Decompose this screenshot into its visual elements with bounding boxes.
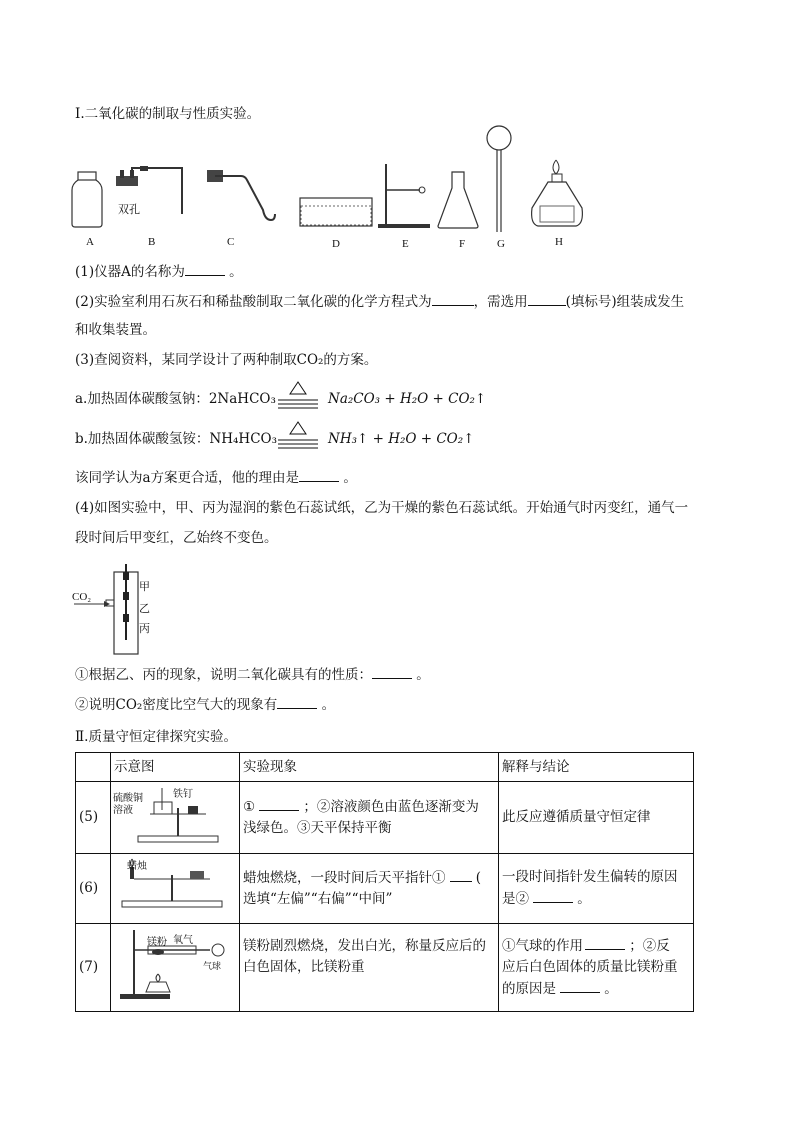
apparatus-e-stand bbox=[376, 162, 436, 230]
apparatus-label-a: A bbox=[86, 236, 94, 248]
figure-cell bbox=[111, 924, 240, 1012]
row-number: (6) bbox=[76, 854, 111, 924]
conclusion-cell: ①气球的作用 ；②反 应后白色固体的质量比镁粉重 的原因是 。 bbox=[499, 924, 694, 1012]
apparatus-h-lamp bbox=[528, 158, 588, 230]
heat-condition-icon bbox=[276, 380, 320, 408]
plan-a-products: Na₂CO₃ + H₂O + CO₂↑ bbox=[328, 391, 487, 407]
question-4-sub2: ②说明CO₂密度比空气大的现象有 。 bbox=[75, 694, 335, 715]
table-header-cell bbox=[76, 753, 111, 782]
apparatus-a-bottle bbox=[70, 172, 104, 228]
plan-b-products: NH₃↑ + H₂O + CO₂↑ bbox=[328, 431, 475, 447]
answer-blank[interactable] bbox=[432, 291, 474, 306]
fig-label: 氧气 bbox=[173, 935, 193, 946]
section2-title: Ⅱ.质量守恒定律探究实验。 bbox=[75, 729, 237, 745]
apparatus-label-b: B bbox=[148, 236, 156, 248]
answer-blank[interactable] bbox=[528, 291, 566, 306]
fig-label: 溶液 bbox=[113, 805, 133, 816]
row-number: (5) bbox=[76, 782, 111, 854]
heat-condition-icon bbox=[276, 420, 320, 448]
question-3: (3)查阅资料，某同学设计了两种制取CO₂的方案。 bbox=[75, 352, 378, 368]
table-row bbox=[76, 854, 694, 924]
section1-title: Ⅰ.二氧化碳的制取与性质实验。 bbox=[75, 106, 261, 122]
fig-label: 硫酸铜 bbox=[113, 793, 143, 804]
answer-blank[interactable] bbox=[560, 978, 600, 993]
table-header-cell: 解释与结论 bbox=[499, 753, 694, 782]
question-2: (2)实验室利用石灰石和稀盐酸制取二氧化碳的化学方程式为 ，需选用 (填标号)组装成发生 bbox=[75, 291, 684, 312]
conclusion-cell: 此反应遵循质量守恒定律 bbox=[499, 782, 694, 854]
plan-a-left: a.加热固体碳酸氢钠：2NaHCO₃ bbox=[75, 391, 276, 407]
table-row bbox=[76, 924, 694, 1012]
question-4-line1: (4)如图实验中，甲、丙为湿润的紫色石蕊试纸，乙为干燥的紫色石蕊试纸。开始通气时丙变红，通气一 bbox=[75, 500, 689, 516]
apparatus-label-f: F bbox=[459, 238, 466, 250]
answer-blank[interactable] bbox=[585, 935, 625, 950]
question-4-sub1: ①根据乙、丙的现象，说明二氧化碳具有的性质： 。 bbox=[75, 664, 430, 685]
phenomenon-cell: 蜡烛燃烧，一段时间后天平指针① ( 选填“左偏”“右偏”“中间” bbox=[240, 854, 499, 924]
table-row bbox=[76, 782, 694, 854]
question-2-cont: 和收集装置。 bbox=[75, 322, 156, 338]
answer-blank[interactable] bbox=[277, 694, 317, 709]
apparatus-label-e: E bbox=[402, 238, 409, 250]
experiment-table bbox=[75, 752, 694, 1012]
figure-cell bbox=[111, 782, 240, 854]
paper-label-jia: 甲 bbox=[139, 581, 150, 593]
co2-gas-label: CO₂ bbox=[72, 591, 92, 603]
figure-cell bbox=[111, 854, 240, 924]
fig-label: 镁粉 bbox=[147, 937, 167, 948]
plan-b-left: b.加热固体碳酸氢铵：NH₄HCO₃ bbox=[75, 431, 278, 447]
question-4-line2: 段时间后甲变红，乙始终不变色。 bbox=[75, 530, 278, 546]
answer-blank[interactable] bbox=[372, 664, 412, 679]
answer-blank[interactable] bbox=[450, 867, 472, 882]
phenomenon-cell: ① ；②溶液颜色由蓝色逐渐变为 浅绿色。③天平保持平衡 bbox=[240, 782, 499, 854]
table-header-cell: 示意图 bbox=[111, 753, 240, 782]
apparatus-f-flask bbox=[436, 170, 480, 230]
apparatus-label-g: G bbox=[497, 238, 505, 250]
answer-blank[interactable] bbox=[299, 467, 339, 482]
apparatus-label-h: H bbox=[555, 236, 563, 248]
fig-label: 铁钉 bbox=[173, 789, 193, 800]
row-number: (7) bbox=[76, 924, 111, 1012]
apparatus-g-funnel bbox=[484, 124, 514, 234]
fig-label: 气球 bbox=[203, 961, 222, 971]
paper-label-bing: 丙 bbox=[139, 623, 150, 635]
fig-label: 蜡烛 bbox=[127, 861, 147, 872]
apparatus-b-text: 双孔 bbox=[118, 204, 140, 216]
table-header-row bbox=[76, 753, 694, 782]
apparatus-c-tube bbox=[205, 166, 275, 230]
apparatus-d-trough bbox=[298, 196, 374, 228]
answer-blank[interactable] bbox=[259, 796, 299, 811]
answer-blank[interactable] bbox=[533, 888, 573, 903]
table-header-cell: 实验现象 bbox=[240, 753, 499, 782]
conclusion-cell: 一段时间指针发生偏转的原因 是② 。 bbox=[499, 854, 694, 924]
phenomenon-cell: 镁粉剧烈燃烧，发出白光，称量反应后的 白色固体，比镁粉重 bbox=[240, 924, 499, 1012]
apparatus-label-c: C bbox=[227, 236, 235, 248]
question-1: (1)仪器A的名称为 。 bbox=[75, 261, 243, 282]
paper-label-yi: 乙 bbox=[139, 603, 150, 615]
question-3-reason: 该同学认为a方案更合适，他的理由是 。 bbox=[75, 467, 357, 488]
answer-blank[interactable] bbox=[185, 261, 225, 276]
apparatus-label-d: D bbox=[332, 238, 340, 250]
